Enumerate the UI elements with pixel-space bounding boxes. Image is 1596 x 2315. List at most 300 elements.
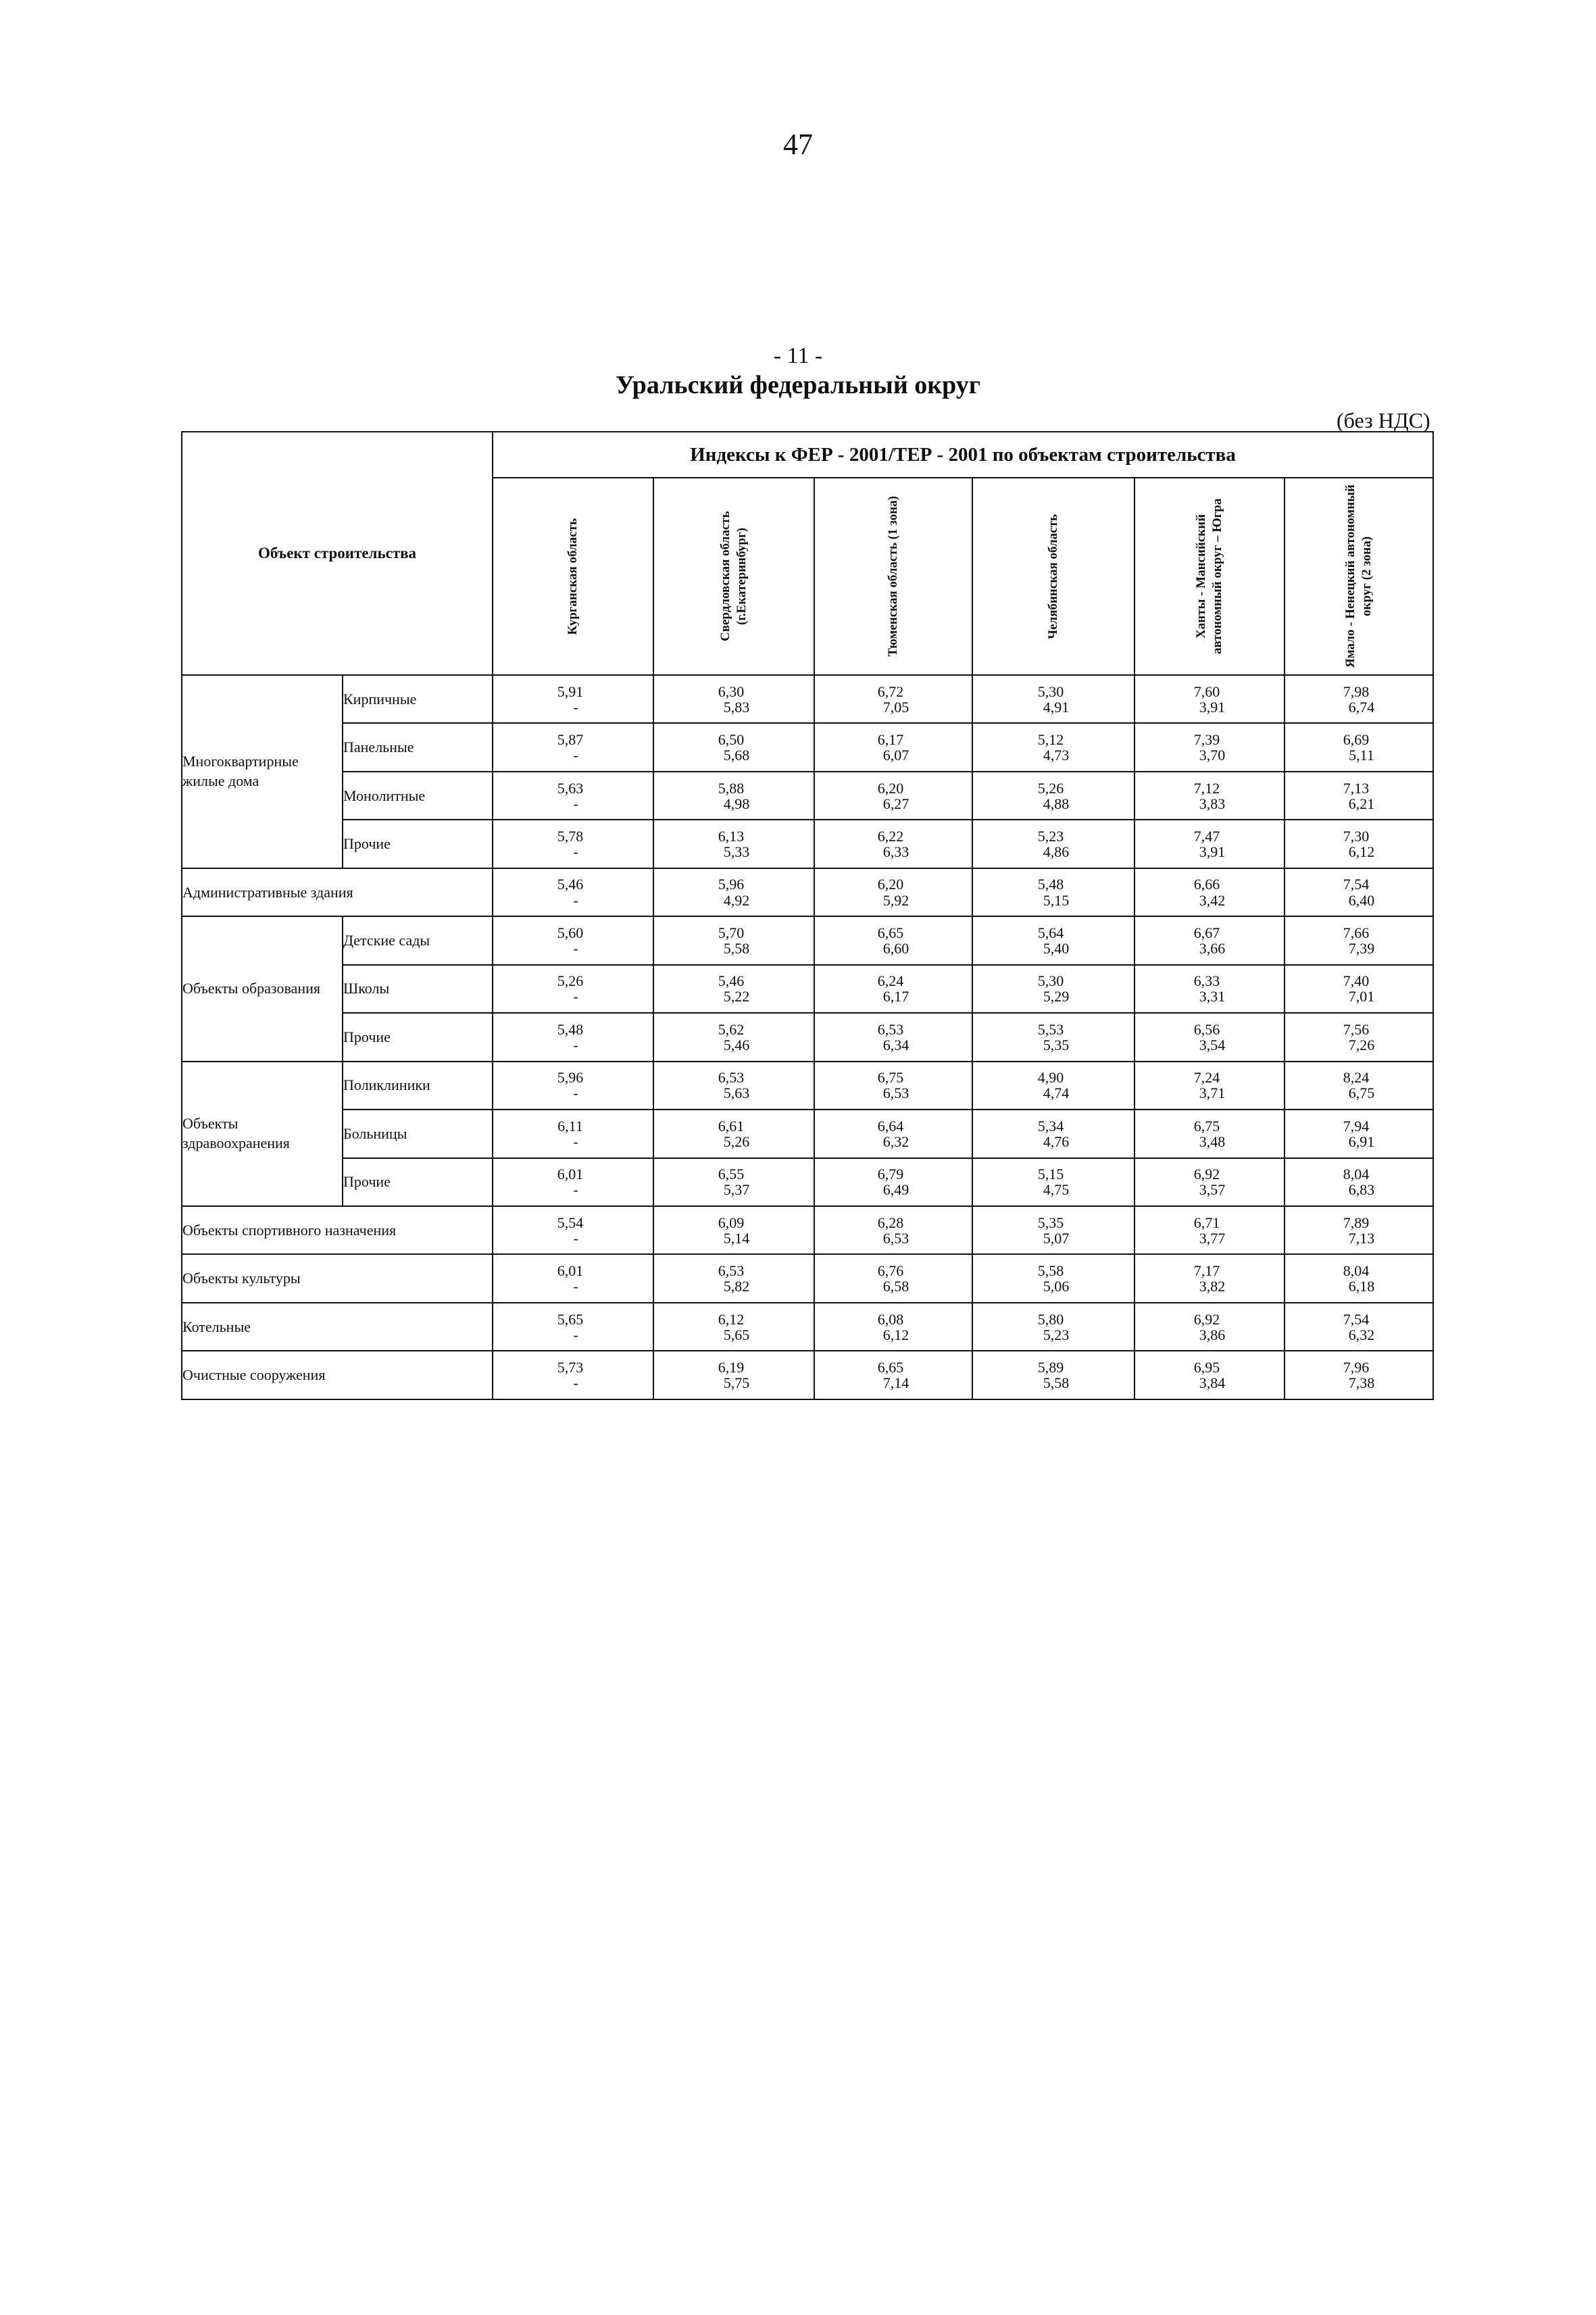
index-cell	[814, 1254, 972, 1302]
index-cell	[1134, 965, 1285, 1013]
index-fer-value: 7,47	[1193, 827, 1220, 845]
group-header: Индексы к ФЕР - 2001/ТЕР - 2001 по объектам строительства	[493, 432, 1433, 478]
index-ter-value: 3,31	[1199, 988, 1226, 1005]
index-ter-value: 5,65	[723, 1326, 750, 1343]
index-fer-value: 7,40	[1343, 972, 1370, 990]
index-ter-value: 3,54	[1199, 1036, 1226, 1053]
index-fer-value: 6,50	[718, 731, 745, 749]
index-cell	[972, 1351, 1134, 1399]
table-row	[182, 1110, 1433, 1158]
row-label: Очистные сооружения	[182, 1351, 493, 1399]
index-cell	[972, 965, 1134, 1013]
index-cell	[653, 1158, 814, 1206]
index-ter-value: 5,58	[723, 939, 750, 957]
index-fer-value: 5,34	[1037, 1117, 1064, 1135]
index-fer-value: 7,13	[1343, 779, 1370, 797]
index-fer-value: 5,87	[557, 731, 584, 749]
index-fer-value: 6,64	[877, 1117, 904, 1135]
index-fer-value: 6,71	[1193, 1214, 1220, 1231]
index-fer-value: 6,01	[557, 1262, 584, 1280]
index-cell	[493, 965, 653, 1013]
table-row	[182, 820, 1433, 868]
index-ter-value: 5,58	[1043, 1374, 1070, 1392]
region-header-label: Ямало - Ненецкий автономный округ (2 зона)	[1343, 484, 1374, 668]
index-fer-value: 7,24	[1193, 1069, 1220, 1087]
index-ter-value: 5,46	[723, 1036, 750, 1053]
index-cell	[493, 868, 653, 916]
index-ter-value: 6,53	[882, 1085, 909, 1102]
index-cell	[1285, 1351, 1433, 1399]
index-fer-value: 6,30	[718, 682, 745, 700]
index-cell	[1134, 1062, 1285, 1110]
index-ter-value: 7,01	[1348, 988, 1375, 1005]
index-fer-value: 7,94	[1343, 1117, 1370, 1135]
index-cell	[493, 916, 653, 964]
index-ter-value: -	[573, 1278, 578, 1295]
row-label: Котельные	[182, 1303, 493, 1351]
index-fer-value: 5,35	[1037, 1214, 1064, 1231]
index-fer-value: 6,12	[718, 1310, 745, 1328]
index-fer-value: 6,53	[718, 1069, 745, 1087]
index-fer-value: 5,12	[1037, 731, 1064, 749]
index-cell	[1285, 916, 1433, 964]
region-header-label: Свердловская область (г.Екатеринбург)	[718, 511, 749, 642]
index-ter-value: 4,86	[1043, 843, 1070, 861]
index-cell	[1285, 772, 1433, 820]
index-ter-value: 5,11	[1349, 747, 1374, 764]
index-cell	[653, 772, 814, 820]
index-ter-value: -	[573, 1374, 578, 1392]
index-ter-value: 6,75	[1348, 1085, 1375, 1102]
category-label: Многоквартирные жилые дома	[182, 675, 343, 868]
index-fer-value: 6,65	[877, 1359, 904, 1376]
index-fer-value: 6,56	[1193, 1020, 1220, 1038]
index-ter-value: 5,29	[1043, 988, 1070, 1005]
index-ter-value: -	[573, 988, 578, 1005]
index-cell	[1285, 1254, 1433, 1302]
index-cell	[1285, 675, 1433, 723]
index-fer-value: 5,80	[1037, 1310, 1064, 1328]
subcategory-label: Панельные	[343, 723, 493, 771]
index-cell	[1285, 965, 1433, 1013]
index-cell	[972, 1110, 1134, 1158]
index-cell	[1134, 820, 1285, 868]
index-ter-value: 7,38	[1348, 1374, 1375, 1392]
index-cell	[972, 820, 1134, 868]
index-ter-value: -	[573, 843, 578, 861]
index-fer-value: 5,60	[557, 924, 584, 941]
index-fer-value: 5,46	[557, 876, 584, 893]
index-fer-value: 6,69	[1343, 731, 1370, 749]
index-fer-value: 5,30	[1037, 972, 1064, 990]
index-cell	[814, 820, 972, 868]
index-fer-value: 5,48	[1037, 876, 1064, 893]
index-ter-value: 6,32	[1348, 1326, 1375, 1343]
table-row	[182, 723, 1433, 771]
table-row	[182, 1013, 1433, 1061]
index-cell	[1285, 820, 1433, 868]
region-header	[814, 478, 972, 675]
index-ter-value: 5,75	[723, 1374, 750, 1392]
index-cell	[1134, 1158, 1285, 1206]
index-cell	[493, 1062, 653, 1110]
index-fer-value: 6,20	[877, 876, 904, 893]
index-ter-value: 3,71	[1199, 1085, 1226, 1102]
table-row	[182, 1254, 1433, 1302]
index-cell	[814, 675, 972, 723]
index-cell	[814, 1351, 972, 1399]
index-cell	[1134, 868, 1285, 916]
region-header	[653, 478, 814, 675]
index-cell	[653, 1206, 814, 1254]
index-ter-value: -	[573, 747, 578, 764]
index-cell	[814, 916, 972, 964]
index-cell	[814, 772, 972, 820]
index-ter-value: 5,33	[723, 843, 750, 861]
index-ter-value: 5,22	[723, 988, 750, 1005]
table-row	[182, 1206, 1433, 1254]
table-row	[182, 868, 1433, 916]
index-ter-value: 3,82	[1199, 1278, 1226, 1295]
index-ter-value: 6,58	[882, 1278, 909, 1295]
index-ter-value: 5,26	[723, 1132, 750, 1150]
index-cell	[653, 1062, 814, 1110]
index-ter-value: 5,23	[1043, 1326, 1070, 1343]
index-cell	[1285, 1303, 1433, 1351]
index-table	[181, 431, 1434, 1400]
index-ter-value: 4,91	[1043, 698, 1070, 716]
index-ter-value: 6,12	[882, 1326, 909, 1343]
index-ter-value: 3,91	[1199, 698, 1226, 716]
table-row	[182, 772, 1433, 820]
index-fer-value: 6,76	[877, 1262, 904, 1280]
index-ter-value: 6,53	[882, 1229, 909, 1247]
index-ter-value: 6,21	[1348, 795, 1375, 812]
table-row	[182, 965, 1433, 1013]
index-fer-value: 6,28	[877, 1214, 904, 1231]
index-fer-value: 7,12	[1193, 779, 1220, 797]
index-ter-value: 3,91	[1199, 843, 1226, 861]
index-fer-value: 7,30	[1343, 827, 1370, 845]
index-fer-value: 8,04	[1343, 1262, 1370, 1280]
subcategory-label: Кирпичные	[343, 675, 493, 723]
index-ter-value: -	[573, 1326, 578, 1343]
index-cell	[653, 916, 814, 964]
index-cell	[1285, 1158, 1433, 1206]
index-cell	[972, 1158, 1134, 1206]
region-header-label: Ханты - Мансийский автономный округ – Югра	[1194, 498, 1225, 655]
index-fer-value: 6,24	[877, 972, 904, 990]
index-ter-value: -	[573, 1229, 578, 1247]
index-ter-value: 6,32	[882, 1132, 909, 1150]
index-ter-value: 6,33	[882, 843, 909, 861]
index-ter-value: -	[573, 698, 578, 716]
index-fer-value: 8,04	[1343, 1166, 1370, 1183]
index-cell	[493, 772, 653, 820]
index-ter-value: 5,92	[882, 891, 909, 909]
index-ter-value: 6,12	[1348, 843, 1375, 861]
index-ter-value: 6,91	[1348, 1132, 1375, 1150]
table-row	[182, 1303, 1433, 1351]
index-fer-value: 6,08	[877, 1310, 904, 1328]
category-label: Объекты здравоохранения	[182, 1062, 343, 1206]
index-fer-value: 5,30	[1037, 682, 1064, 700]
index-fer-value: 7,54	[1343, 1310, 1370, 1328]
index-fer-value: 7,39	[1193, 731, 1220, 749]
index-cell	[814, 1206, 972, 1254]
index-cell	[493, 1013, 653, 1061]
index-fer-value: 6,75	[1193, 1117, 1220, 1135]
index-cell	[972, 1013, 1134, 1061]
table-row	[182, 675, 1433, 723]
index-cell	[1134, 675, 1285, 723]
index-ter-value: 5,35	[1043, 1036, 1070, 1053]
index-fer-value: 5,48	[557, 1020, 584, 1038]
region-header-label: Курганская область	[566, 518, 580, 635]
index-ter-value: 4,98	[723, 795, 750, 812]
index-fer-value: 6,22	[877, 827, 904, 845]
index-ter-value: 5,82	[723, 1278, 750, 1295]
index-fer-value: 5,26	[557, 972, 584, 990]
index-cell	[972, 1062, 1134, 1110]
index-ter-value: 6,18	[1348, 1278, 1375, 1295]
index-fer-value: 7,98	[1343, 682, 1370, 700]
region-header	[1134, 478, 1285, 675]
index-fer-value: 6,19	[718, 1359, 745, 1376]
index-ter-value: 3,57	[1199, 1181, 1226, 1199]
subcategory-label: Поликлиники	[343, 1062, 493, 1110]
index-fer-value: 6,61	[718, 1117, 745, 1135]
index-fer-value: 6,01	[557, 1166, 584, 1183]
row-label: Объекты культуры	[182, 1254, 493, 1302]
index-ter-value: 6,07	[882, 747, 909, 764]
index-fer-value: 6,92	[1193, 1166, 1220, 1183]
index-ter-value: 3,42	[1199, 891, 1226, 909]
index-cell	[1285, 1110, 1433, 1158]
index-ter-value: 5,07	[1043, 1229, 1070, 1247]
region-header	[493, 478, 653, 675]
index-fer-value: 5,63	[557, 779, 584, 797]
index-fer-value: 5,96	[557, 1069, 584, 1087]
index-ter-value: 6,17	[882, 988, 909, 1005]
index-cell	[1285, 1062, 1433, 1110]
index-ter-value: 4,92	[723, 891, 750, 909]
region-header-label: Тюменская область (1 зона)	[886, 496, 901, 657]
index-cell	[493, 1254, 653, 1302]
index-cell	[1134, 1206, 1285, 1254]
page-number: 47	[783, 128, 813, 161]
index-fer-value: 5,26	[1037, 779, 1064, 797]
unit-note: (без НДС)	[1337, 408, 1430, 432]
index-cell	[972, 868, 1134, 916]
index-cell	[653, 965, 814, 1013]
index-fer-value: 6,11	[557, 1117, 583, 1135]
index-cell	[1134, 916, 1285, 964]
index-fer-value: 6,55	[718, 1166, 745, 1183]
index-ter-value: -	[573, 891, 578, 909]
index-fer-value: 6,95	[1193, 1359, 1220, 1376]
region-header-label: Челябинская область	[1046, 514, 1061, 639]
index-fer-value: 5,54	[557, 1214, 584, 1231]
index-cell	[1134, 772, 1285, 820]
index-ter-value: 4,88	[1043, 795, 1070, 812]
index-cell	[493, 1206, 653, 1254]
index-cell	[653, 723, 814, 771]
category-label: Объекты образования	[182, 916, 343, 1061]
table-row	[182, 1158, 1433, 1206]
index-ter-value: 5,40	[1043, 939, 1070, 957]
index-ter-value: 6,34	[882, 1036, 909, 1053]
index-ter-value: 3,48	[1199, 1132, 1226, 1150]
index-ter-value: 4,74	[1043, 1085, 1070, 1102]
index-ter-value: 4,75	[1043, 1181, 1070, 1199]
index-cell	[653, 820, 814, 868]
index-ter-value: 6,40	[1348, 891, 1375, 909]
index-cell	[814, 1013, 972, 1061]
index-fer-value: 5,88	[718, 779, 745, 797]
index-cell	[653, 1110, 814, 1158]
index-ter-value: 7,05	[882, 698, 909, 716]
index-ter-value: 5,63	[723, 1085, 750, 1102]
index-fer-value: 5,53	[1037, 1020, 1064, 1038]
index-fer-value: 5,78	[557, 827, 584, 845]
index-cell	[653, 1254, 814, 1302]
index-fer-value: 5,15	[1037, 1166, 1064, 1183]
index-cell	[814, 1110, 972, 1158]
index-fer-value: 5,96	[718, 876, 745, 893]
index-fer-value: 6,67	[1193, 924, 1220, 941]
index-cell	[1285, 868, 1433, 916]
index-fer-value: 6,65	[877, 924, 904, 941]
index-ter-value: 6,27	[882, 795, 909, 812]
index-cell	[653, 1013, 814, 1061]
index-ter-value: 3,70	[1199, 747, 1226, 764]
index-ter-value: 7,13	[1348, 1229, 1375, 1247]
index-fer-value: 6,53	[877, 1020, 904, 1038]
index-cell	[653, 1351, 814, 1399]
index-cell	[1134, 1110, 1285, 1158]
index-cell	[972, 723, 1134, 771]
index-cell	[653, 868, 814, 916]
index-fer-value: 8,24	[1343, 1069, 1370, 1087]
index-fer-value: 5,64	[1037, 924, 1064, 941]
object-header: Объект строительства	[182, 432, 493, 675]
index-fer-value: 6,66	[1193, 876, 1220, 893]
subcategory-label: Больницы	[343, 1110, 493, 1158]
index-cell	[493, 723, 653, 771]
index-ter-value: 3,84	[1199, 1374, 1226, 1392]
index-fer-value: 5,62	[718, 1020, 745, 1038]
index-ter-value: 7,26	[1348, 1036, 1375, 1053]
table-row	[182, 1062, 1433, 1110]
index-ter-value: 6,60	[882, 939, 909, 957]
index-cell	[972, 1303, 1134, 1351]
subcategory-label: Детские сады	[343, 916, 493, 964]
index-ter-value: -	[573, 939, 578, 957]
index-cell	[972, 1206, 1134, 1254]
index-fer-value: 5,73	[557, 1359, 584, 1376]
index-cell	[814, 1158, 972, 1206]
index-cell	[814, 723, 972, 771]
section-number: - 11 -	[773, 343, 823, 368]
table-row	[182, 1351, 1433, 1399]
subcategory-label: Прочие	[343, 1013, 493, 1061]
index-ter-value: 4,73	[1043, 747, 1070, 764]
index-cell	[1134, 1254, 1285, 1302]
subcategory-label: Монолитные	[343, 772, 493, 820]
index-ter-value: 3,83	[1199, 795, 1226, 812]
index-cell	[972, 675, 1134, 723]
index-cell	[653, 675, 814, 723]
index-fer-value: 5,46	[718, 972, 745, 990]
index-ter-value: 3,77	[1199, 1229, 1226, 1247]
index-fer-value: 5,91	[557, 682, 584, 700]
index-ter-value: 3,66	[1199, 939, 1226, 957]
index-cell	[493, 675, 653, 723]
index-fer-value: 6,20	[877, 779, 904, 797]
index-fer-value: 7,89	[1343, 1214, 1370, 1231]
table-row	[182, 916, 1433, 964]
index-ter-value: -	[573, 1036, 578, 1053]
index-ter-value: -	[573, 795, 578, 812]
index-ter-value: 5,83	[723, 698, 750, 716]
index-cell	[1134, 1013, 1285, 1061]
index-ter-value: 6,83	[1348, 1181, 1375, 1199]
region-header	[1285, 478, 1433, 675]
index-cell	[972, 772, 1134, 820]
index-fer-value: 6,53	[718, 1262, 745, 1280]
index-fer-value: 6,92	[1193, 1310, 1220, 1328]
document-title: Уральский федеральный округ	[615, 371, 981, 399]
subcategory-label: Школы	[343, 965, 493, 1013]
index-fer-value: 6,33	[1193, 972, 1220, 990]
index-cell	[1134, 723, 1285, 771]
index-fer-value: 5,58	[1037, 1262, 1064, 1280]
index-cell	[493, 820, 653, 868]
index-ter-value: 5,06	[1043, 1278, 1070, 1295]
index-fer-value: 6,79	[877, 1166, 904, 1183]
index-ter-value: 4,76	[1043, 1132, 1070, 1150]
subcategory-label: Прочие	[343, 1158, 493, 1206]
index-fer-value: 4,90	[1037, 1069, 1064, 1087]
index-fer-value: 6,17	[877, 731, 904, 749]
index-cell	[814, 1062, 972, 1110]
index-fer-value: 5,89	[1037, 1359, 1064, 1376]
index-ter-value: 7,39	[1348, 939, 1375, 957]
index-cell	[493, 1110, 653, 1158]
index-ter-value: 6,74	[1348, 698, 1375, 716]
region-header	[972, 478, 1134, 675]
index-fer-value: 5,65	[557, 1310, 584, 1328]
index-cell	[1134, 1303, 1285, 1351]
index-cell	[972, 916, 1134, 964]
index-cell	[814, 1303, 972, 1351]
index-ter-value: -	[573, 1132, 578, 1150]
index-fer-value: 6,13	[718, 827, 745, 845]
index-ter-value: 5,15	[1043, 891, 1070, 909]
index-ter-value: 7,14	[882, 1374, 909, 1392]
index-fer-value: 7,54	[1343, 876, 1370, 893]
index-ter-value: 6,49	[882, 1181, 909, 1199]
index-cell	[653, 1303, 814, 1351]
index-fer-value: 7,60	[1193, 682, 1220, 700]
index-fer-value: 6,75	[877, 1069, 904, 1087]
index-fer-value: 6,09	[718, 1214, 745, 1231]
index-ter-value: 5,14	[723, 1229, 750, 1247]
index-cell	[814, 868, 972, 916]
row-label: Объекты спортивного назначения	[182, 1206, 493, 1254]
index-cell	[493, 1158, 653, 1206]
